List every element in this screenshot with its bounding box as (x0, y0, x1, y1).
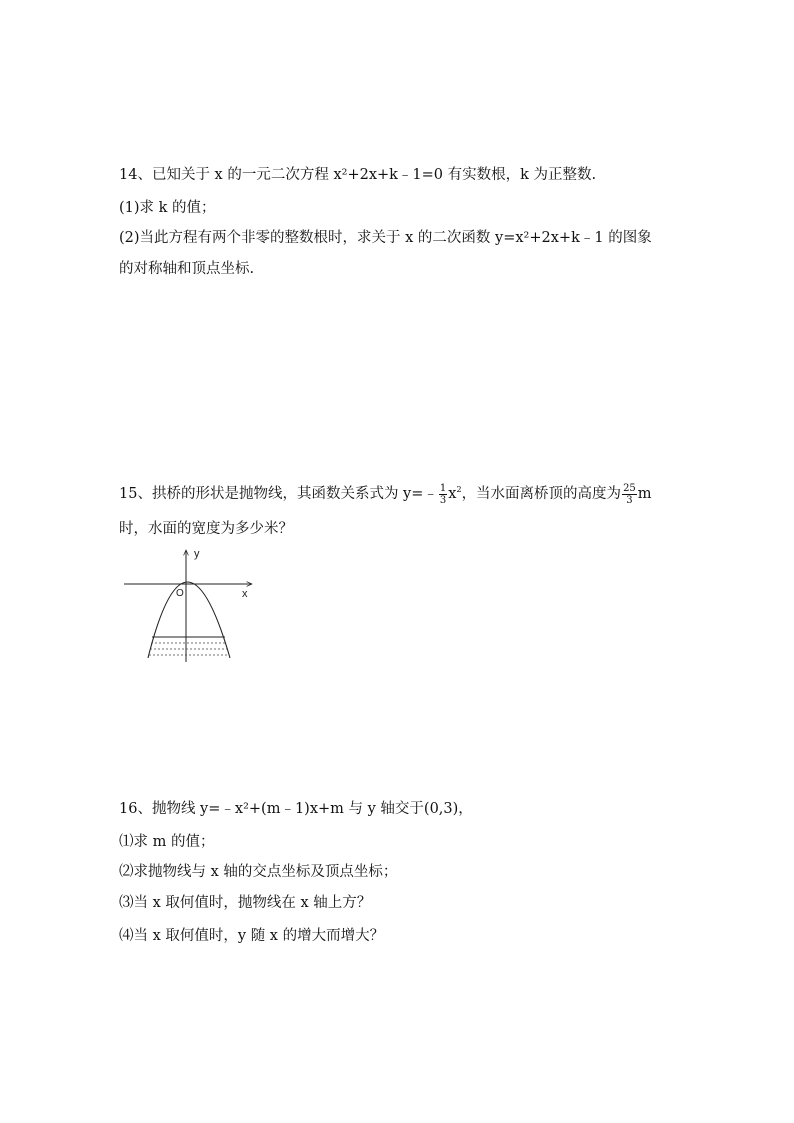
q16-line-1: 16、抛物线 y=﹣x²+(m﹣1)x+m 与 y 轴交于(0,3)， (119, 801, 473, 817)
q14-line-1: 14、已知关于 x 的一元二次方程 x²+2x+k﹣1=0 有实数根，k 为正整数. (119, 167, 597, 183)
q15-text-c: ，当水面离桥顶的高度为 (461, 486, 622, 502)
q15-text-b-superscript: 2 (456, 485, 462, 494)
q16-line-5: ⑷当 x 取何值时，y 随 x 的增大而增大？ (119, 928, 385, 944)
q16-line-4: ⑶当 x 取何值时，抛物线在 x 轴上方？ (119, 895, 372, 911)
q14-line-3: (2)当此方程有两个非零的整数根时，求关于 x 的二次函数 y=x²+2x+k﹣1 的图象 (119, 230, 652, 246)
parabola-bridge-figure (118, 544, 258, 668)
x-axis-label: x (242, 588, 248, 600)
parabola-curve (148, 582, 230, 658)
q15-frac2-denominator: 3 (626, 494, 633, 506)
q15-text-b: x (448, 486, 457, 502)
q15-text-d: m (637, 486, 652, 502)
y-axis-label: y (194, 548, 200, 560)
q15-text-a: 15、拱桥的形状是抛物线，其函数关系式为 y=﹣ (119, 486, 438, 502)
q16-line-3: ⑵求抛物线与 x 轴的交点坐标及顶点坐标； (119, 864, 398, 880)
q15-fraction-twentyfive-thirds (622, 483, 637, 506)
q15-line-1 (119, 480, 652, 506)
q15-fraction-one-third (439, 483, 447, 506)
q14-line-4: 的对称轴和顶点坐标. (119, 261, 255, 277)
q14-line-2: (1)求 k 的值； (119, 200, 216, 216)
q16-line-2: ⑴求 m 的值； (119, 834, 215, 850)
q15-frac1-numerator: 1 (439, 482, 447, 494)
origin-label: O (176, 588, 184, 599)
q15-frac1-denominator: 3 (439, 494, 447, 506)
q15-line-2: 时，水面的宽度为多少米？ (119, 521, 293, 537)
q15-frac2-numerator: 25 (623, 482, 636, 494)
